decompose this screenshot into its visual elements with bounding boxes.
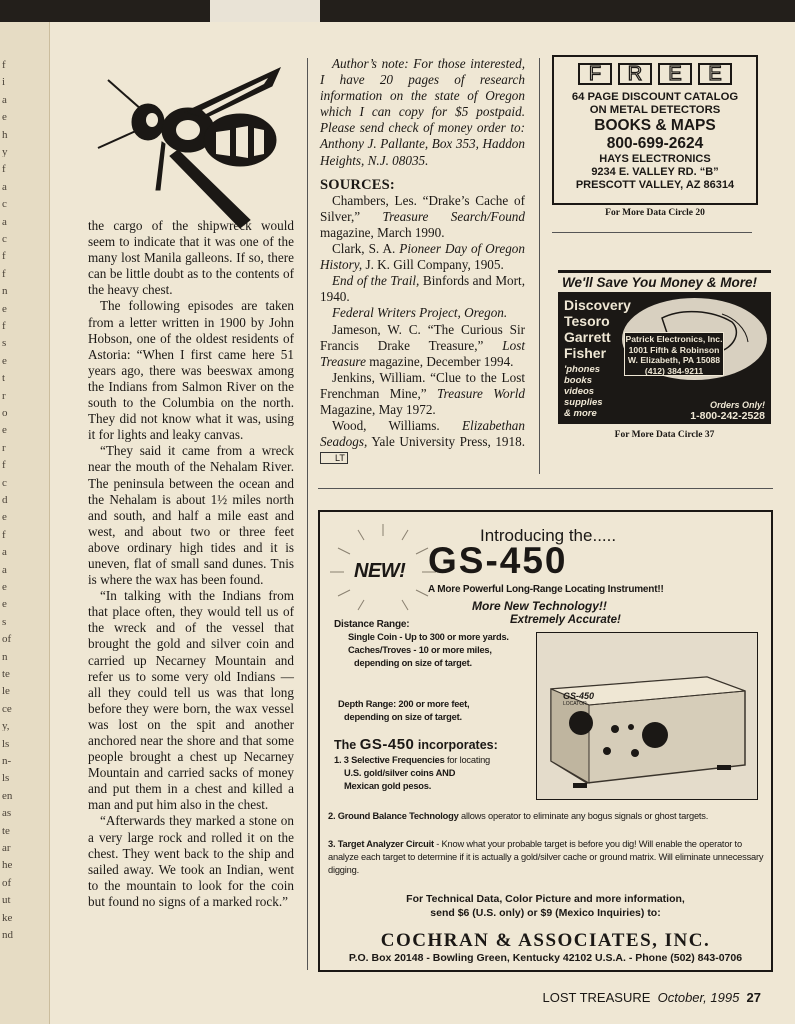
page-footer (543, 990, 762, 1005)
source-entry: Jameson, W. C. “The Curious Sir Francis Drake Treasure,” Lost Treasure magazine, December 1994. (320, 321, 525, 369)
depth-sub: depending on size of target. (344, 712, 462, 722)
previous-page-fragment: of (2, 877, 12, 888)
distance-lines (334, 631, 544, 670)
previous-page-fragment: e (2, 355, 7, 366)
intro-text: Introducing the..... (480, 526, 617, 545)
feature-1-lines (334, 767, 534, 793)
detector-device-icon (537, 633, 757, 799)
patrick-local-phone: (412) 384-9211 (644, 365, 704, 376)
previous-page-fragment: a (2, 564, 7, 575)
depth-label: Depth Range: (338, 699, 397, 709)
device-label: GS-450 (563, 691, 595, 701)
previous-page-fragment: y, (2, 721, 10, 732)
previous-page-fragment: f (2, 529, 6, 540)
article-column-2 (320, 56, 525, 466)
patrick-address-box (624, 332, 724, 376)
cochran-company: COCHRAN & ASSOCIATES, INC. (380, 930, 711, 951)
article-paragraph: “Afterwards they marked a stone on a very large rock and rolled it on the chest. They went back to the ship and sailed away. We took an Indian, went to the mountain to look for the coin but found no signs of a marked rock.” (88, 813, 294, 909)
feature-1: 1. 3 Selective Frequencies for locating U.S. gold/silver coins AND Mexican gold pesos. (334, 754, 534, 793)
source-entry: End of the Trail, Binfords and Mort, 1940. (320, 273, 525, 305)
patrick-brand-list (564, 297, 631, 419)
accurate-line: Extremely Accurate! (510, 614, 621, 626)
previous-page-fragment: e (2, 582, 7, 592)
brand-item: Discovery (564, 297, 631, 313)
free-letter: E (698, 63, 732, 85)
previous-page-fragment: s (2, 616, 7, 627)
article-column-1 (88, 218, 294, 910)
depth-text: 200 or more feet, (398, 699, 470, 709)
hays-company: HAYS ELECTRONICS (599, 153, 711, 165)
previous-page-scrap (210, 0, 320, 22)
cochran-gs450-ad (318, 510, 773, 972)
previous-page-fragment: f (2, 251, 6, 262)
hays-phone: 800-699-2624 (606, 135, 704, 152)
product-item: books (564, 375, 592, 386)
patrick-circle-note: For More Data Circle 37 (614, 430, 715, 440)
previous-page-fragment: f (2, 268, 6, 279)
patrick-orders-only: Orders Only! (709, 400, 765, 410)
free-letter: E (658, 63, 692, 85)
previous-page-fragment: f (2, 321, 6, 331)
top-dark-strip (0, 0, 795, 22)
patrick-headline: We'll Save You Money & More! (558, 270, 771, 292)
new-badge: NEW! (354, 560, 406, 582)
footer-page-number: 27 (746, 990, 761, 1005)
previous-page-fragment: ke (2, 912, 13, 923)
previous-page-fragment: t (2, 373, 6, 384)
hays-city: PRESCOTT VALLEY, AZ 86314 (575, 179, 735, 191)
previous-page-fragment: c (2, 199, 7, 210)
distance-line: Caches/Troves - 10 or more miles, (348, 645, 492, 655)
previous-page-fragment: n (2, 286, 8, 297)
patrick-street: 1001 Fifth & Robinson (628, 344, 720, 355)
patrick-ad-box (558, 292, 771, 424)
previous-page-fragment: e (2, 112, 7, 123)
product-item: videos (564, 386, 595, 397)
device-sublabel: LOCATOR (563, 701, 587, 707)
previous-page-fragment: o (2, 408, 8, 418)
previous-page-fragment: ce (2, 703, 12, 714)
previous-page-fragment: f (2, 60, 6, 70)
previous-page-fragment: nd (2, 930, 13, 940)
distance-line: depending on size of target. (354, 658, 472, 668)
hays-books-line: BOOKS & MAPS (594, 117, 716, 134)
cochran-address: P.O. Box 20148 - Bowling Green, Kentucky 42102 U.S.A. - Phone (502) 843-0706 (348, 952, 743, 964)
previous-page-fragment: a (2, 547, 7, 558)
distance-label: Distance Range: (334, 619, 410, 630)
technology-line: More New Technology!! (472, 599, 607, 613)
column-divider-2 (539, 58, 540, 474)
depth-range (338, 698, 538, 724)
contact-info: For Technical Data, Color Picture and more information, send $6 (U.S. only) or $9 (Mexico Inquiries) to: (406, 893, 685, 919)
free-letter: R (618, 63, 652, 85)
feature-1-line: U.S. gold/silver coins AND (344, 768, 456, 778)
article-paragraph: The following episodes are taken from a letter written in 1900 by John Hobson, one of the oldest residents of Astoria: “When I first came here 51 years ago, there was beeswax among the Indians from Salmon River on the south to the Columbia on the north. They did not know what it was, using it for lights and leaky canvas. (88, 298, 294, 443)
source-entry: Federal Writers Project, Oregon. (332, 305, 508, 321)
ad-divider-2 (318, 488, 773, 489)
model-tagline: A More Powerful Long-Range Locating Instrument!! (428, 584, 664, 595)
previous-page-fragment: e (2, 599, 7, 610)
footer-magazine: LOST TREASURE (542, 990, 651, 1005)
previous-page-fragment: n (2, 651, 8, 662)
previous-page-fragment: of (2, 634, 12, 645)
brand-item: Garrett (564, 329, 611, 345)
previous-page-fragment: h (2, 129, 8, 140)
previous-page-fragment: le (2, 686, 10, 697)
previous-page-fragment: f (2, 460, 6, 471)
previous-page-fragment: c (2, 477, 7, 488)
previous-page-fragment: ar (2, 843, 11, 853)
brand-item: Tesoro (564, 313, 610, 329)
column-divider-1 (307, 58, 308, 970)
previous-page-fragment: te (2, 825, 10, 836)
previous-page-fragment: en (2, 790, 13, 801)
previous-page-fragment: ls (2, 773, 10, 784)
hays-catalog-line: 64 PAGE DISCOUNT CATALOG (571, 91, 739, 103)
fly-illustration-icon (90, 60, 290, 230)
previous-page-edge (0, 22, 50, 1024)
gs450-device-photo (536, 632, 758, 800)
previous-page-fragment: i (2, 77, 6, 88)
free-heading (554, 63, 756, 85)
previous-page-fragment: r (2, 442, 6, 453)
previous-page-fragment: a (2, 94, 7, 105)
patrick-phone: 1-800-242-2528 (690, 410, 765, 422)
previous-page-fragment: e (2, 303, 7, 314)
feature-3: 3. Target Analyzer Circuit - Know what your probable target is before you dig! Will enable the operator to analyze each target to determine if it is actually a gold/silver cache or ground matrix. Will eliminate unnecessary digging. (328, 839, 764, 875)
product-item: & more (564, 408, 597, 419)
previous-page-fragment: ls (2, 738, 10, 749)
patrick-city: W. Elizabeth, PA 15088 (627, 355, 721, 365)
feature-1-title: 1. 3 Selective Frequencies (334, 755, 445, 765)
sources-heading: SOURCES: (320, 176, 395, 193)
hays-electronics-ad (552, 55, 758, 205)
free-letter: F (578, 63, 612, 85)
author-note: Author’s note: For those interested, I have 20 pages of research information on the state of Oregon which I can copy for $5 postpaid. Please send check of money order to: Anthony J. Pallante, Box 353, Haddon Heights, N.J. 08035. (320, 56, 525, 168)
previous-page-fragment: c (2, 234, 7, 244)
hays-detectors-line: ON METAL DETECTORS (589, 104, 721, 116)
feature-1-line: Mexican gold pesos. (344, 781, 432, 791)
patrick-company: Patrick Electronics, Inc. (625, 334, 723, 344)
previous-page-fragment: as (2, 808, 12, 819)
previous-page-fragment: a (2, 181, 7, 192)
distance-range (334, 618, 544, 670)
article-paragraph: “In talking with the Indians from that place often, they would tell us of the wreck and of the vessel that brought the gold and silver coin and carried up Necarney Mountain and refer us to some very old Indians — all they could tell us was that long before they were born, the wax vessel was lost on the spit and another anchored near the shore and that some people brought a chest up Necarney Mountain and carried sacks of money and put them in a chest and killed a man and put him also in the chest. (88, 588, 294, 813)
previous-page-fragment: a (2, 216, 7, 227)
hays-street: 9234 E. VALLEY RD. “B” (591, 166, 719, 178)
previous-page-fragment: ut (2, 895, 11, 906)
source-entry: Clark, S. A. Pioneer Day of Oregon History, J. K. Gill Company, 1905. (320, 241, 525, 273)
hays-circle-note: For More Data Circle 20 (605, 208, 705, 218)
previous-page-fragment: e (2, 512, 7, 523)
brand-item: Fisher (564, 345, 607, 361)
sources-list (320, 193, 525, 467)
model-name: GS-450 (428, 540, 568, 581)
distance-line: Single Coin - Up to 300 or more yards. (348, 632, 509, 642)
previous-page-fragment: r (2, 390, 6, 401)
ad-divider-1 (552, 232, 752, 233)
source-entry: Jenkins, William. “Clue to the Lost Frenchman Mine,” Treasure World Magazine, May 1972. (320, 369, 525, 417)
previous-page-fragment: n- (2, 756, 12, 766)
footer-date: October, 1995 (657, 990, 740, 1005)
end-mark: LT (320, 452, 348, 464)
previous-page-fragment: s (2, 338, 7, 349)
article-paragraph: “They said it came from a wreck near the mouth of the Nehalam River. The peninsula between the ocean and the Nehalam is about 1½ miles north and south, and half a mile east and west, and about two or three feet above ordinary high tides and it is uneven, flat of small sand dunes. Tnis is where the wax has been found. (88, 443, 294, 588)
previous-page-fragment: te (2, 669, 10, 679)
incorporates-heading: The GS-450 incorporates: (334, 736, 498, 753)
previous-page-fragment: e (2, 425, 7, 436)
article-paragraph: the cargo of the shipwreck would seem to indicate that it was one of the many lost Manila galleons. If so, there can be little doubt as to the contents of the heavy chest. (88, 218, 294, 298)
previous-page-fragment: he (2, 860, 13, 871)
previous-page-fragment: d (2, 495, 8, 505)
previous-page-fragment: y (2, 147, 8, 157)
source-entry: Chambers, Les. “Drake’s Cache of Silver,” Treasure Search/Found magazine, March 1990. (320, 192, 525, 240)
source-entry: Wood, Williams. Elizabethan Seadogs, Yale University Press, 1918. LT (320, 418, 525, 464)
feature-2: 2. Ground Balance Technology allows operator to eliminate any bogus signals or ghost targets. (328, 811, 709, 821)
product-item: 'phones (564, 364, 601, 375)
product-item: supplies (564, 397, 603, 408)
previous-page-fragment: f (2, 164, 6, 175)
patrick-electronics-ad (558, 270, 771, 424)
